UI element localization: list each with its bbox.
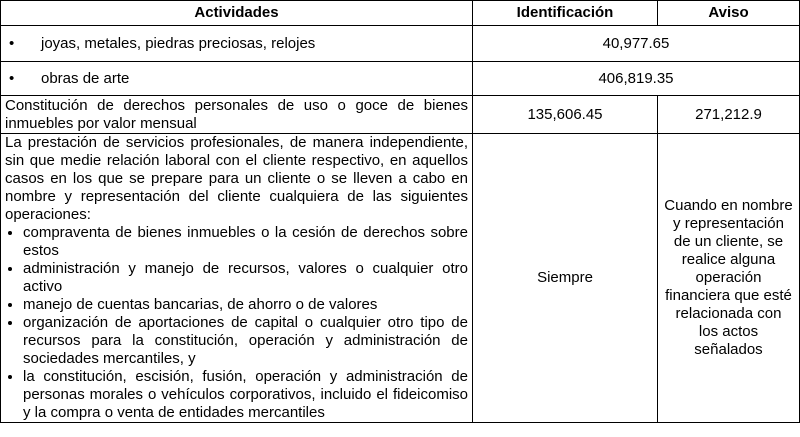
activity-text: joyas, metales, piedras preciosas, relojes — [41, 34, 316, 52]
list-item: • manejo de cuentas bancarias, de ahorro o de valores — [23, 296, 468, 314]
list-item: • organización de aportaciones de capital o cualquier otro tipo de recursos para la constitución, operación y administración de sociedades mercantiles, y — [23, 314, 468, 368]
activity-intro: La prestación de servicios profesionales, de manera independiente, sin que medie relación laboral con el cliente respectivo, en aquellos casos en los que se prepare para un cliente o se lleven a cabo en nombre y representación del cliente cualquiera de las siguientes operaciones: — [5, 134, 468, 223]
table-row — [1, 134, 800, 423]
table-row — [1, 96, 800, 134]
activity-cell — [1, 62, 473, 96]
merged-value-cell: 406,819.35 — [473, 62, 800, 96]
table-row — [1, 26, 800, 62]
list-item: • compraventa de bienes inmuebles o la cesión de derechos sobre estos — [23, 224, 468, 260]
operations-list — [5, 224, 468, 422]
header-aviso: Aviso — [658, 1, 800, 26]
list-item: • la constitución, escisión, fusión, operación y administración de personas morales o vehículos corporativos, incluido el fideicomiso y la compra o venta de entidades mercantiles — [23, 368, 468, 422]
activity-cell — [1, 26, 473, 62]
activity-text: obras de arte — [41, 69, 130, 87]
table-row — [1, 62, 800, 96]
activity-cell — [1, 134, 473, 423]
activity-cell: Constitución de derechos personales de uso o goce de bienes inmuebles por valor mensual — [1, 96, 473, 134]
aviso-cell — [658, 134, 800, 423]
bullet-icon: • — [9, 69, 15, 87]
header-row — [1, 1, 800, 26]
identificacion-cell: 135,606.45 — [473, 96, 658, 134]
list-item: • administración y manejo de recursos, valores o cualquier otro activo — [23, 260, 468, 296]
header-identificacion: Identificación — [473, 1, 658, 26]
identificacion-cell: Siempre — [473, 134, 658, 423]
merged-value-cell: 40,977.65 — [473, 26, 800, 62]
aviso-cell: 271,212.9 — [658, 96, 800, 134]
bullet-icon: • — [9, 34, 15, 52]
aviso-text: Cuando en nombre y representación de un cliente, se realice alguna operación financiera que esté relacionada con los actos señalados — [664, 197, 793, 358]
header-actividades: Actividades — [1, 1, 473, 26]
